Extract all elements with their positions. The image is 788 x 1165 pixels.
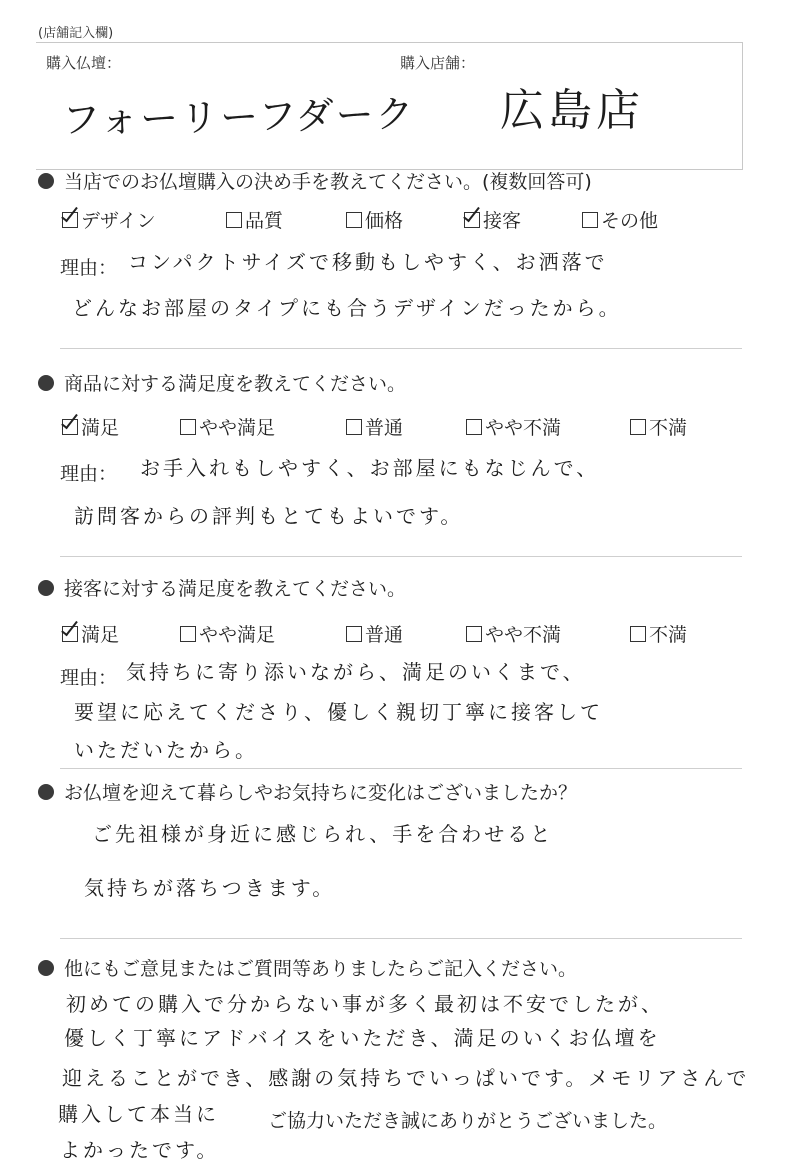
- q5-answer-line-4: 購入して本当に: [58, 1102, 219, 1126]
- q1-reason-line-1: コンパクトサイズで移動もしやすく、お洒落で: [128, 250, 608, 274]
- altar-label: 購入仏壇：: [46, 54, 122, 72]
- checkbox-icon[interactable]: [630, 419, 646, 435]
- q2-question: [38, 369, 406, 396]
- option-label: デザイン: [81, 210, 156, 232]
- option-label: 満足: [81, 624, 120, 646]
- store-label: 購入店舗：: [400, 54, 476, 72]
- checkbox-checked-icon[interactable]: [464, 212, 480, 228]
- q3-reason-line-2: 要望に応えてくださり、優しく親切丁寧に接客して: [74, 700, 603, 724]
- checkbox-checked-icon[interactable]: [62, 419, 78, 435]
- q3-reason-line-3: いただいたから。: [74, 738, 258, 762]
- q1-question-text: 当店でのお仏壇購入の決め手を教えてください。(複数回答可): [64, 171, 592, 193]
- option-label: 普通: [365, 417, 404, 439]
- checkbox-icon[interactable]: [180, 626, 196, 642]
- option-label: やや不満: [485, 417, 562, 439]
- divider: [60, 768, 742, 769]
- q5-answer-line-2: 優しく丁寧にアドバイスをいただき、満足のいくお仏壇を: [64, 1026, 661, 1050]
- option-label: やや満足: [199, 417, 276, 439]
- store-value: 広島店: [500, 85, 644, 136]
- bullet-icon: [38, 375, 54, 391]
- q3-option-dissatisfied[interactable]: [630, 620, 687, 647]
- q4-answer-line-2: 気持ちが落ちつきます。: [84, 876, 336, 900]
- q2-reason-line-1: お手入れもしやすく、お部屋にもなじんで、: [140, 456, 600, 480]
- bullet-icon: [38, 960, 54, 976]
- q1-reason-line-2: どんなお部屋のタイプにも合うデザインだったから。: [72, 296, 622, 320]
- q2-reason-line-2: 訪問客からの評判もとてもよいです。: [74, 504, 464, 528]
- q2-option-dissatisfied[interactable]: [630, 413, 687, 440]
- checkbox-icon[interactable]: [630, 626, 646, 642]
- q5-answer-line-1: 初めての購入で分からない事が多く最初は不安でしたが、: [66, 992, 664, 1016]
- option-label: やや満足: [199, 624, 276, 646]
- option-label: 不満: [649, 417, 688, 439]
- q2-option-somewhat-dissatisfied[interactable]: [466, 413, 561, 440]
- q3-option-somewhat-satisfied[interactable]: [180, 620, 275, 647]
- option-label: 品質: [245, 210, 284, 232]
- q3-option-somewhat-dissatisfied[interactable]: [466, 620, 561, 647]
- option-label: その他: [601, 210, 659, 232]
- q5-answer-line-3: 迎えることができ、感謝の気持ちでいっぱいです。メモリアさんで: [62, 1066, 750, 1090]
- q3-question: [38, 574, 406, 601]
- q5-answer-line-5: よかったです。: [60, 1138, 220, 1162]
- q1-option-other[interactable]: [582, 206, 658, 233]
- q1-option-service[interactable]: [464, 206, 521, 233]
- q1-option-price[interactable]: [346, 206, 403, 233]
- q4-question: [38, 778, 577, 805]
- bullet-icon: [38, 580, 54, 596]
- checkbox-checked-icon[interactable]: [62, 626, 78, 642]
- thank-you-message: ご協力いただき誠にありがとうございました。: [268, 1110, 668, 1132]
- option-label: 不満: [649, 624, 688, 646]
- altar-value: フォーリーフダーク: [61, 91, 416, 143]
- divider: [60, 556, 742, 557]
- checkbox-icon[interactable]: [346, 212, 362, 228]
- q1-reason-label: 理由：: [60, 257, 118, 279]
- checkbox-icon[interactable]: [346, 419, 362, 435]
- q3-reason-line-1: 気持ちに寄り添いながら、満足のいくまで、: [126, 660, 586, 684]
- q3-option-satisfied[interactable]: [62, 620, 119, 647]
- divider: [60, 938, 742, 939]
- checkbox-icon[interactable]: [582, 212, 598, 228]
- store-section-note: (店舗記入欄): [38, 26, 114, 41]
- q4-question-text: お仏壇を迎えて暮らしやお気持ちに変化はございましたか？: [64, 782, 578, 804]
- q2-option-neutral[interactable]: [346, 413, 403, 440]
- q5-question: [38, 954, 577, 981]
- checkbox-icon[interactable]: [346, 626, 362, 642]
- option-label: 満足: [81, 417, 120, 439]
- q2-reason-label: 理由：: [60, 463, 118, 485]
- q3-question-text: 接客に対する満足度を教えてください。: [64, 578, 407, 600]
- q2-option-somewhat-satisfied[interactable]: [180, 413, 275, 440]
- q1-question: [38, 167, 592, 194]
- q4-answer-line-1: ご先祖様が身近に感じられ、手を合わせると: [92, 822, 554, 846]
- bullet-icon: [38, 784, 54, 800]
- q3-option-neutral[interactable]: [346, 620, 403, 647]
- q1-option-design[interactable]: [62, 206, 156, 233]
- bullet-icon: [38, 173, 54, 189]
- option-label: 普通: [365, 624, 404, 646]
- checkbox-icon[interactable]: [226, 212, 242, 228]
- checkbox-icon[interactable]: [466, 626, 482, 642]
- option-label: 価格: [365, 210, 404, 232]
- q2-option-satisfied[interactable]: [62, 413, 119, 440]
- checkbox-checked-icon[interactable]: [62, 212, 78, 228]
- divider: [60, 348, 742, 349]
- option-label: 接客: [483, 210, 522, 232]
- q2-question-text: 商品に対する満足度を教えてください。: [64, 373, 407, 395]
- checkbox-icon[interactable]: [466, 419, 482, 435]
- q1-option-quality[interactable]: [226, 206, 283, 233]
- q3-reason-label: 理由：: [60, 667, 118, 689]
- q5-question-text: 他にもご意見またはご質問等ありましたらご記入ください。: [64, 958, 578, 980]
- checkbox-icon[interactable]: [180, 419, 196, 435]
- option-label: やや不満: [485, 624, 562, 646]
